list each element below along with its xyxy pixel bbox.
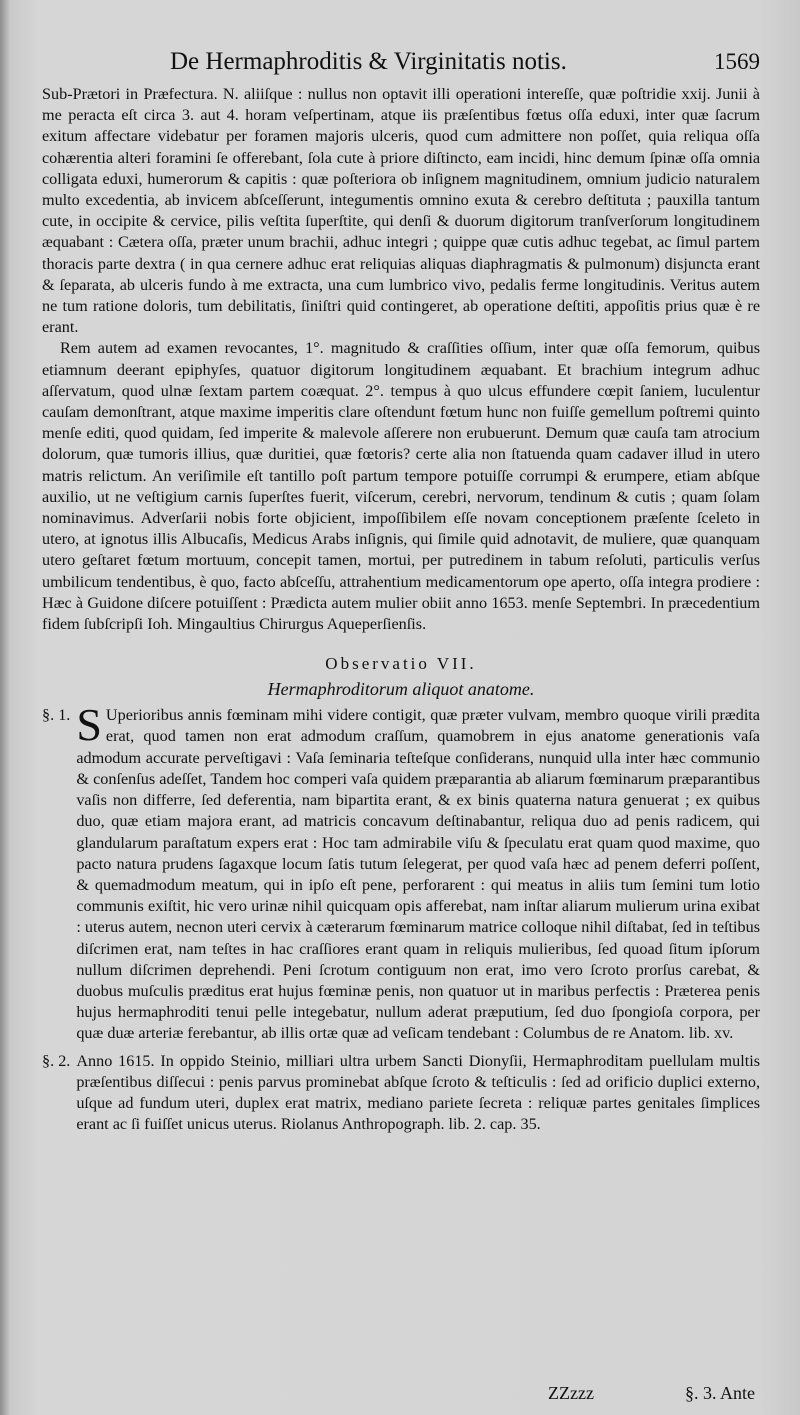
section-1 <box>42 699 760 1044</box>
paragraph-2: Rem autem ad examen revocantes, 1°. magnitudo & craſſities oſſium, inter quæ oſſa femorum, quibus etiamnum deerant epiphyſes, quatuor digitorum longitudinem æquabant. Et brachium integrum adhuc aſſervatum, quod ulnæ ſextam partem coæquat. 2°. tempus à quo ulcus effundere cœpit ſaniem, luculentur cauſam demonſtrant, atque maxime imperitis clare oſtendunt fœtum hunc non fuiſſe gemellum poſtremi quinto menſe editi, quod quidam, ſed imperite & malevole aſſerere non erubuerunt. Demum quæ cauſa tam atrocium dolorum, quæ tumoris illius, quæ duritiei, quæ fœtoris? certe alia non ſtatuenda quam cadaver illud in utero matris relictum. An veriſimile eſt tantillo poſt partum tempore potuiſſe corrumpi & erumpere, etiam abſque auxilio, ut ne veſtigium carnis ſuperſtes fuerit, viſcerum, cerebri, nervorum, tendinum & cutis ; quam ſolam nominavimus. Adverſarii nobis forte objicient, impoſſibilem eſſe novam conceptionem præſente ſceleto in utero, at ignotus illis Albucaſis, Medicus Arabs inſignis, qui ſimile quid adnotavit, de muliere, quæ quanquam utero geſtaret fœtum mortuum, concepit tamen, mortui, per putredinem in tabum reſoluti, particulis verſus umbilicum tendentibus, è quo, facto abſceſſu, attrahentium medicamentorum ope aperto, oſſa integra prodiere : Hæc à Guidone diſcere potuiſſent : Prædicta autem mulier obiit anno 1653. menſe Septembri. In præcedentium fidem ſubſcripſi Ioh. Mingaultius Chirurgus Aqueperſienſis. <box>42 339 760 634</box>
catchword: §. 3. Ante <box>685 1383 755 1403</box>
section-1-label: §. 1. <box>42 706 71 725</box>
section-2 <box>42 1051 760 1136</box>
section-2-label: §. 2. <box>42 1051 71 1070</box>
section-1-text: Uperioribus annis fœminam mihi videre contigit, quæ præter vulvam, membro quoque virili prædita erat, quod tamen non erat admodum craſſum, quamobrem in ejus anatome generationis vaſa admodum accurate perveſtigavi : Vaſa ſeminaria teſteſque conſiderans, nunquid ulla inter hæc communio & conſenſus adeſſet, Tandem hoc comperi vaſa quidem præparantia ab aliarum fœminarum præparantibus vaſis non differre, ſed deferentia, nam bipartita erant, & ex binis quaterna natura genuerat ; ex quibus duo, quæ etiam majora erant, ad matricis concavum deſtinabantur, reliqua duo ad penis radicem, qui glandularum paraſtatum expers erat : Hoc tam admirabile viſu & ſpeculatu erat quam quod maxime, quo pacto natura prudens ſagaxque locum ſatis tutum ſelegerat, per quod vaſa hæc ad penem deferri poſſent, & quemadmodum meatum, qui in ipſo eſt pene, perforarent : qui meatus in aliis tum ſemini tum lotio communis exiſtit, hic vero urinæ nihil quicquam opis afferebat, nam inſtar aliarum mulierum urina exibat : uterus autem, necnon uteri cervix à cæterarum fœminarum matrice colloque nihil diſtabat, ſed in teſtibus diſcrimen erat, nam teſtes in hac craſſiores erant quam in reliquis mulieribus, ſed quoad ſitum ipſorum nullum diſcrimen deprehendi. Peni ſcrotum contiguum non erat, imo vero ſcroto prorſus carebat, & duobus muſculis præditus erat hujus fœminæ penis, non quatuor ut in maribus perfectis : Præterea penis hujus hermaphroditi tenui pelle integebatur, nullum aderat præputium, ſed duo ſpongioſa corpora, per quæ duæ arteriæ ferebantur, ab illis ortæ quæ ad veſicam tendebant : Columbus de re Anatom. lib. xv. <box>76 706 760 1043</box>
paragraph-1: Sub-Prætori in Præfectura. N. aliiſque : nullus non optavit illi operationi intereſſe, quæ poſtridie xxij. Junii à me peracta eſt circa 3. aut 4. horam veſpertinam, atque iis præſentibus fœtus oſſa eduxi, inter quæ ſacrum exitum affectare videbatur per foramen majoris ulceris, quod cum admittere non poſſet, quia reliqua oſſa cohærentia alteri foramini ſe offerebant, ſola cute à priore diſtincto, eam incidi, hinc demum ſpinæ oſſa omnia colligata eduxi, humerorum & capitis : quæ poſteriora ob inſignem magnitudinem, omnium judicio naturalem multo excedentia, ab invicem abſceſſerunt, integumentis omnino exuta & cerebro deſtituta ; pauxilla tantum cute, in occipite & cervice, pilis veſtita ſuperſtite, qui denſi & duorum digitorum tranſverſorum longitudinem æquabant : Cætera oſſa, præter unum brachii, adhuc integri ; quippe quæ cutis adhuc tegebat, ac ſimul partem thoracis parte dextra ( in qua cernere adhuc erat reliquias aliquas diaphragmatis & pulmonum) disjuncta erant & ſeparata, ab ulceris fundo à me extracta, una cum lumbrico vivo, pedalis ferme longitudinis. Veritus autem ne tum ratione doloris, tum debilitatis, ſiniſtri quid contingeret, ab operatione deſtiti, appoſitis prius quæ è re erant. <box>42 85 760 337</box>
page-title: De Hermaphroditis & Virginitatis notis. <box>170 48 567 75</box>
observation-heading: Observatio VII. <box>325 654 477 674</box>
signature-mark: ZZzzz <box>548 1383 594 1403</box>
drop-cap: S <box>76 699 102 751</box>
observation-title: Hermaphroditorum aliquot anatome. <box>267 679 535 700</box>
running-head <box>42 44 760 80</box>
section-1-body <box>76 699 760 1044</box>
page-number: 1569 <box>714 49 760 74</box>
section-2-text: Anno 1615. In oppido Steinio, milliari ultra urbem Sancti Dionyſii, Hermaphroditam puellulam multis præſentibus diſſecui : penis parvus prominebat abſque ſcroto & teſticulis : ſed ad orificio duplici externo, uſque ad fundum uteri, duplex erat matrix, mediano pariete ſecreta : reliquæ partes genitales ſimplices erant ac ſi fuiſſet unicus uterus. Riolanus Anthropograph. lib. 2. cap. 35. <box>76 1051 760 1134</box>
